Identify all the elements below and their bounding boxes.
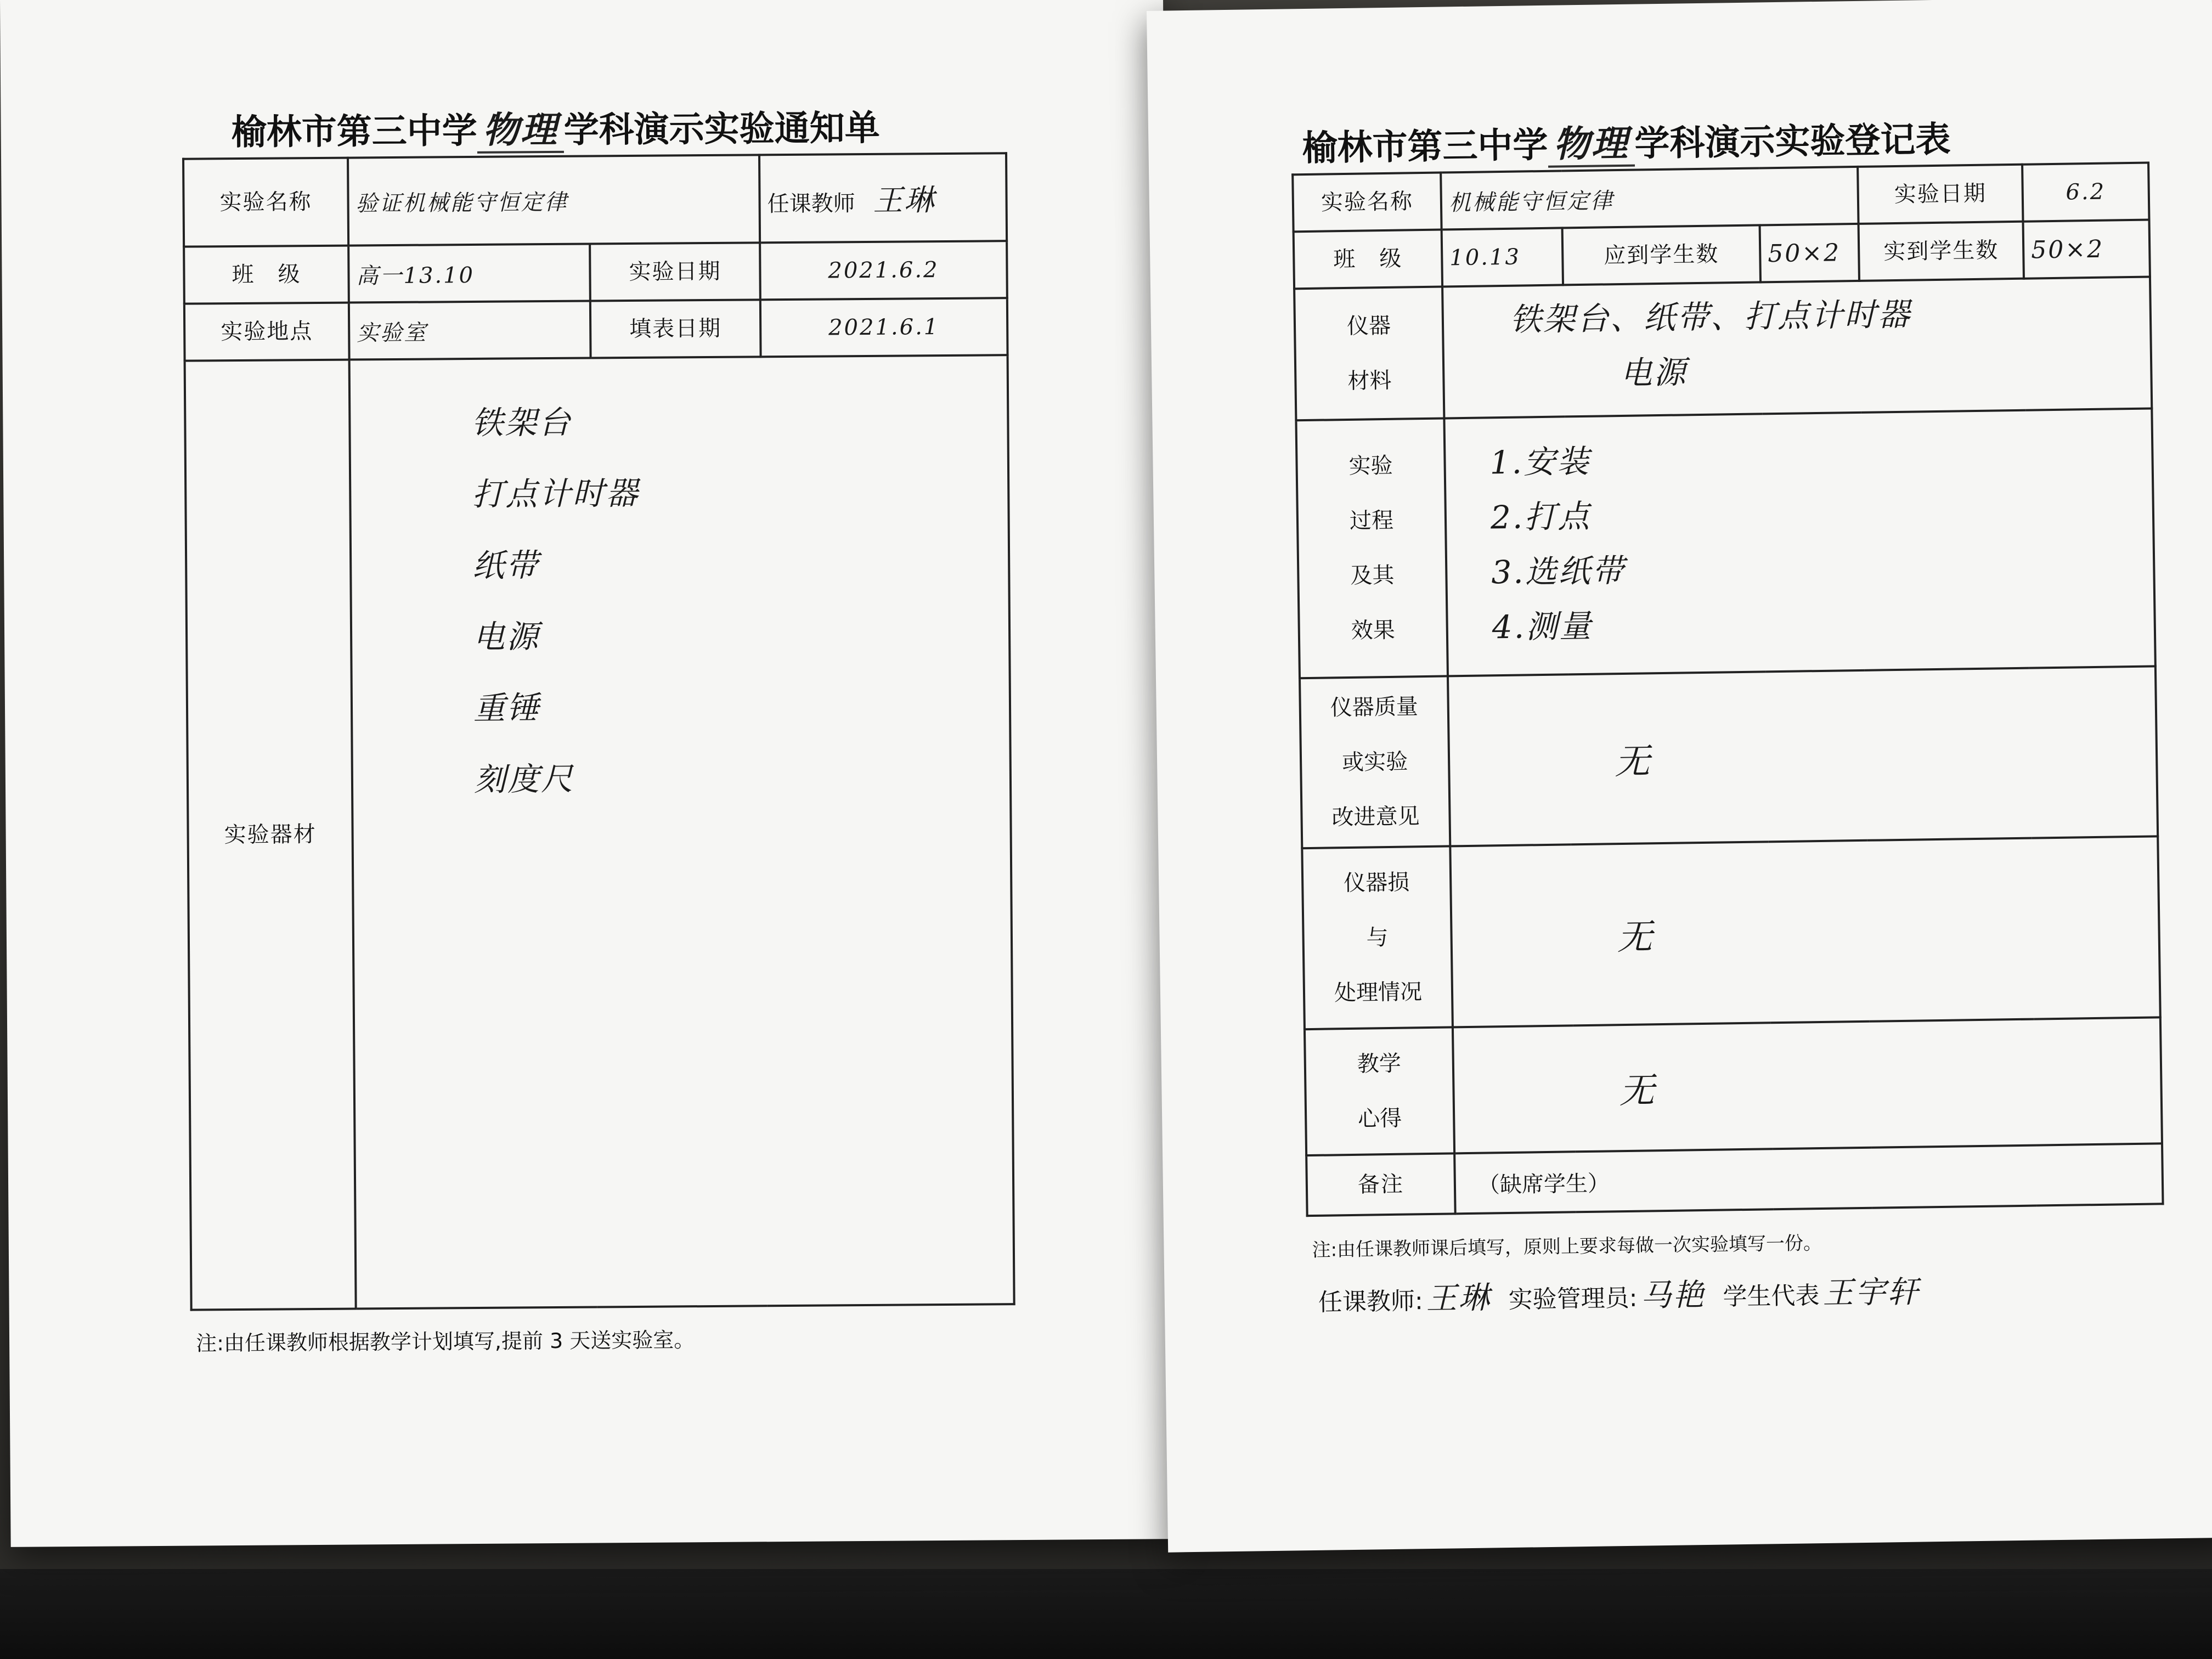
admin-sign-label: 实验管理员: (1508, 1284, 1638, 1314)
quality-label-line: 或实验 (1341, 749, 1408, 776)
register-row-quality (1300, 666, 2158, 848)
process-label (1296, 418, 1448, 678)
insight-label (1305, 1027, 1454, 1155)
fill-date-value: 2021.6.1 (760, 298, 1008, 357)
notice-title-prefix: 榆林市第三中学 (231, 110, 477, 154)
actual-label: 实到学生数 (1859, 222, 2024, 281)
class-value: 高一13.10 (348, 244, 590, 303)
process-label-line: 实验 (1348, 453, 1393, 479)
notice-title (231, 98, 880, 155)
reg-class-value: 10.13 (1442, 228, 1563, 286)
desk-edge (0, 1569, 2212, 1659)
notice-row-class (184, 241, 1007, 303)
materials-label (1294, 287, 1444, 421)
equipment-item: 重锤 (473, 689, 541, 727)
materials-label-line: 仪器 (1346, 313, 1391, 339)
exp-name-label: 实验名称 (183, 158, 348, 247)
reg-exp-name-value: 机械能守恒定律 (1441, 167, 1858, 230)
process-label-line: 过程 (1349, 507, 1394, 534)
remarks-value: （缺席学生） (1454, 1143, 2163, 1214)
rep-signature: 王宇轩 (1822, 1274, 1920, 1312)
teacher-label: 任课教师 (767, 190, 855, 217)
rep-sign-label: 学生代表 (1723, 1282, 1820, 1311)
register-row-insight (1305, 1017, 2162, 1155)
equipment-item: 打点计时器 (472, 474, 640, 514)
insight-value: 无 (1453, 1017, 2162, 1153)
equipment-item: 纸带 (472, 546, 540, 585)
remarks-label: 备注 (1306, 1153, 1455, 1216)
register-row-damage (1302, 836, 2160, 1029)
teacher-signature: 王琳 (1426, 1280, 1492, 1317)
quality-label (1300, 676, 1450, 848)
process-label-line: 及其 (1350, 562, 1395, 589)
register-row-remarks (1306, 1143, 2163, 1216)
notice-footnote: 注:由任课教师根据教学计划填写,提前 3 天送实验室。 (195, 1328, 695, 1356)
insight-label-line: 心得 (1357, 1105, 1402, 1132)
reg-exp-name-label: 实验名称 (1293, 173, 1441, 232)
location-value: 实验室 (349, 301, 591, 360)
register-row-process (1296, 408, 2155, 678)
register-title-prefix: 榆林市第三中学 (1302, 125, 1549, 170)
process-step: 4.测量 (1492, 607, 1593, 646)
expected-label: 应到学生数 (1562, 225, 1760, 285)
process-step: 1.安装 (1489, 442, 1591, 482)
process-label-line: 效果 (1351, 617, 1396, 644)
notice-row-location (184, 298, 1008, 360)
register-sheet (1147, 0, 2212, 1553)
damage-label-line: 处理情况 (1334, 979, 1423, 1006)
equipment-item: 电源 (472, 618, 540, 656)
equipment-label: 实验器材 (185, 360, 356, 1310)
process-step: 2.打点 (1490, 497, 1592, 537)
teacher-value: 王琳 (873, 182, 936, 218)
damage-label (1302, 846, 1453, 1029)
fill-date-label: 填表日期 (590, 300, 761, 358)
actual-value: 50×2 (2023, 220, 2150, 279)
register-row-materials (1294, 277, 2152, 421)
notice-row-equipment (185, 355, 1014, 1310)
materials-value (1442, 277, 2152, 419)
reg-exp-date-value: 6.2 (2022, 163, 2149, 222)
damage-label-line: 仪器损 (1343, 870, 1410, 896)
notice-row-name (183, 153, 1007, 246)
location-label: 实验地点 (184, 303, 349, 361)
notice-sheet (0, 0, 1174, 1547)
register-title-suffix: 学科演示实验登记表 (1634, 119, 1951, 165)
signature-line (1318, 1267, 1930, 1320)
equipment-list (349, 355, 1014, 1308)
damage-value: 无 (1450, 836, 2160, 1027)
exp-date-value: 2021.6.2 (760, 241, 1007, 300)
register-title-subject: 物理 (1548, 122, 1635, 168)
notice-title-suffix: 学科演示实验通知单 (563, 108, 880, 151)
quality-label-line: 改进意见 (1331, 804, 1420, 831)
teacher-sign-label: 任课教师: (1318, 1287, 1424, 1317)
equipment-item: 铁架台 (471, 403, 572, 442)
process-steps (1444, 408, 2155, 676)
quality-label-line: 仪器质量 (1330, 694, 1419, 721)
reg-exp-date-label: 实验日期 (1858, 165, 2023, 224)
expected-value: 50×2 (1760, 224, 1859, 283)
materials-line: 电源 (1620, 353, 1688, 392)
quality-value: 无 (1448, 666, 2158, 846)
exp-name-value: 验证机械能守恒定律 (348, 155, 760, 245)
notice-table (182, 152, 1015, 1311)
equipment-item: 刻度尺 (473, 760, 575, 799)
insight-label-line: 教学 (1357, 1051, 1402, 1077)
exp-date-label: 实验日期 (590, 242, 760, 301)
admin-signature: 马艳 (1640, 1277, 1706, 1314)
register-title (1302, 110, 1951, 171)
materials-label-line: 材料 (1347, 368, 1392, 394)
teacher-cell (759, 153, 1007, 242)
register-table (1291, 162, 2164, 1217)
process-step: 3.选纸带 (1491, 551, 1626, 591)
materials-line: 铁架台、纸带、打点计时器 (1509, 295, 1912, 338)
class-label: 班 级 (184, 246, 349, 304)
register-footnote: 注:由任课教师课后填写，原则上要求每做一次实验填写一份。 (1312, 1232, 1822, 1262)
damage-label-line: 与 (1366, 925, 1389, 951)
notice-title-subject: 物理 (477, 108, 564, 154)
reg-class-label: 班 级 (1294, 230, 1442, 289)
